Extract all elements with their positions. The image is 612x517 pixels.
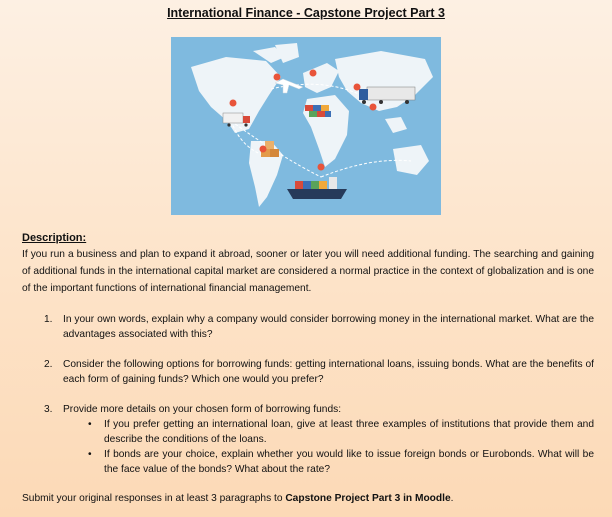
question-2-text: Consider the following options for borrowing funds: getting international loans, issuing bonds. What are the benefits of each form of gaining funds? Which one would you prefer? bbox=[63, 359, 594, 385]
question-3-bullets bbox=[84, 417, 594, 477]
question-1-text: In your own words, explain why a company would consider borrowing money in the international market. What are the advantages associated with this? bbox=[63, 314, 594, 340]
bullet-text: If bonds are your choice, explain whether you would like to issue foreign bonds or Eurobonds. What will be the face value of the bonds? What about the rate? bbox=[104, 449, 594, 475]
world-map-icon bbox=[171, 37, 441, 215]
bullet-text: If you prefer getting an international loan, give at least three examples of institutions that provide them and describe the conditions of the loans. bbox=[104, 419, 594, 445]
submit-suffix: . bbox=[450, 493, 454, 504]
question-1-number: 1. bbox=[44, 314, 53, 325]
bullet-dot-icon: • bbox=[88, 419, 92, 430]
question-2-number: 2. bbox=[44, 359, 53, 370]
document-title: International Finance - Capstone Project Part 3 bbox=[167, 6, 445, 20]
question-3-text: Provide more details on your chosen form of borrowing funds: bbox=[63, 404, 342, 415]
description-paragraph: If you run a business and plan to expand it abroad, sooner or later you will need additional funding. The searching and gaining of additional funds in the international capital market are considered a normal practice in the context of globalization and is one of the important functions of international financial management. bbox=[22, 249, 594, 294]
world-map-logistics-illustration bbox=[171, 37, 441, 215]
question-3-number: 3. bbox=[44, 404, 53, 415]
bullet-dot-icon: • bbox=[88, 449, 92, 460]
bullet-item bbox=[84, 417, 594, 447]
question-3 bbox=[44, 402, 594, 417]
submit-emphasis: Capstone Project Part 3 in Moodle bbox=[285, 493, 451, 504]
bullet-item bbox=[84, 447, 594, 477]
question-1 bbox=[44, 312, 594, 342]
submit-instruction bbox=[22, 493, 453, 504]
submit-prefix: Submit your original responses in at least 3 paragraphs to bbox=[22, 493, 286, 504]
question-2 bbox=[44, 357, 594, 387]
description-heading: Description: bbox=[22, 232, 87, 244]
